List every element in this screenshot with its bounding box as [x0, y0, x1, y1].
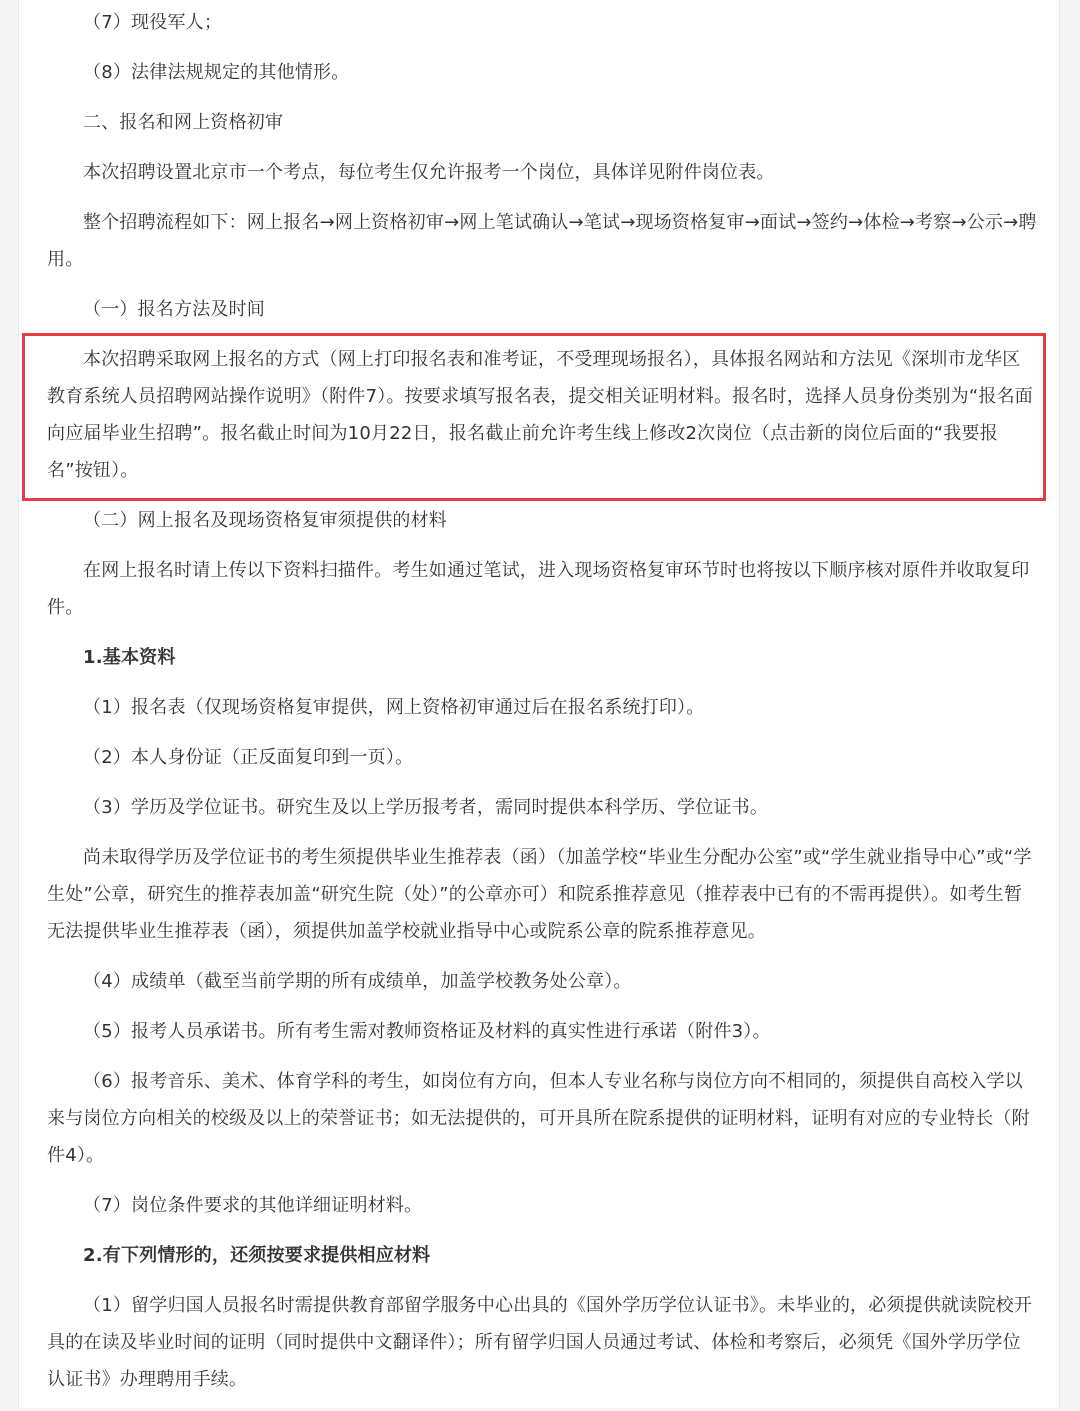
- list-item-id-card: （2）本人身份证（正反面复印到一页）。: [83, 747, 414, 768]
- paragraph-upload-scans: 在网上报名时请上传以下资料扫描件。考生如通过笔试，进入现场资格复审环节时也将按以下顺序核对原件并收取复印件。: [47, 560, 1030, 618]
- subheading-materials: （二）网上报名及现场资格复审须提供的材料: [83, 510, 447, 531]
- list-item-arts-sports: （6）报考音乐、美术、体育学科的考生，如岗位有方向，但本人专业名称与岗位方向不相同的，须提供自高校入学以来与岗位方向相关的校级及以上的荣誉证书；如无法提供的，可开具所在院系提供的证明材料，证明有对应的专业特长（附件4）。: [47, 1071, 1030, 1166]
- heading-basic-materials: 1.基本资料: [83, 647, 176, 668]
- list-item-application-form: （1）报名表（仅现场资格复审提供，网上资格初审通过后在报名系统打印）。: [83, 697, 705, 718]
- list-item-transcript: （4）成绩单（截至当前学期的所有成绩单，加盖学校教务处公章）。: [83, 971, 632, 992]
- section-heading-registration: 二、报名和网上资格初审: [83, 112, 284, 133]
- subheading-method-time: （一）报名方法及时间: [83, 299, 265, 320]
- paragraph-process-flow: 整个招聘流程如下：网上报名→网上资格初审→网上笔试确认→笔试→现场资格复审→面试→签约→体检→考察→公示→聘用。: [47, 212, 1037, 270]
- list-item-overseas-returnees: （1）留学归国人员报名时需提供教育部留学服务中心出具的《国外学历学位认证书》。未毕业的，必须提供就读院校开具的在读及毕业时间的证明（同时提供中文翻译件）；所有留学归国人员通过考试、体检和考察后，必须凭《国外学历学位认证书》办理聘用手续。: [47, 1295, 1033, 1390]
- heading-additional-materials: 2.有下列情形的，还须按要求提供相应材料: [83, 1245, 431, 1266]
- document-content: [47, 0, 1037, 1411]
- list-item-degree-certificates: （3）学历及学位证书。研究生及以上学历报考者，需同时提供本科学历、学位证书。: [83, 797, 769, 818]
- list-item-commitment-letter: （5）报考人员承诺书。所有考生需对教师资格证及材料的真实性进行承诺（附件3）。: [83, 1021, 771, 1042]
- paragraph-registration-method: 本次招聘采取网上报名的方式（网上打印报名表和准考证，不受理现场报名），具体报名网站和方法见《深圳市龙华区教育系统人员招聘网站操作说明》（附件7）。按要求填写报名表，提交相关证明材料。报名时，选择人员身份类别为“报名面向应届毕业生招聘”。报名截止时间为10月22日，报名截止前允许考生线上修改2次岗位（点击新的岗位后面的“我要报名”按钮）。: [47, 349, 1033, 481]
- paragraph-recommendation-form: 尚未取得学历及学位证书的考生须提供毕业生推荐表（函）（加盖学校“毕业生分配办公室”或“学生就业指导中心”或“学生处”公章，研究生的推荐表加盖“研究生院（处）”的公章亦可）和院系推荐意见（推荐表中已有的不需再提供）。如考生暂无法提供毕业生推荐表（函），须提供加盖学校就业指导中心或院系公章的院系推荐意见。: [47, 847, 1032, 942]
- paragraph-exam-location: 本次招聘设置北京市一个考点，每位考生仅允许报考一个岗位，具体详见附件岗位表。: [83, 162, 775, 183]
- list-item-other-proof: （7）岗位条件要求的其他详细证明材料。: [83, 1195, 423, 1216]
- paragraph-item-7-military: （7）现役军人；: [83, 12, 223, 33]
- document-page: [18, 0, 1060, 1408]
- paragraph-item-8-other: （8）法律法规规定的其他情形。: [83, 62, 350, 83]
